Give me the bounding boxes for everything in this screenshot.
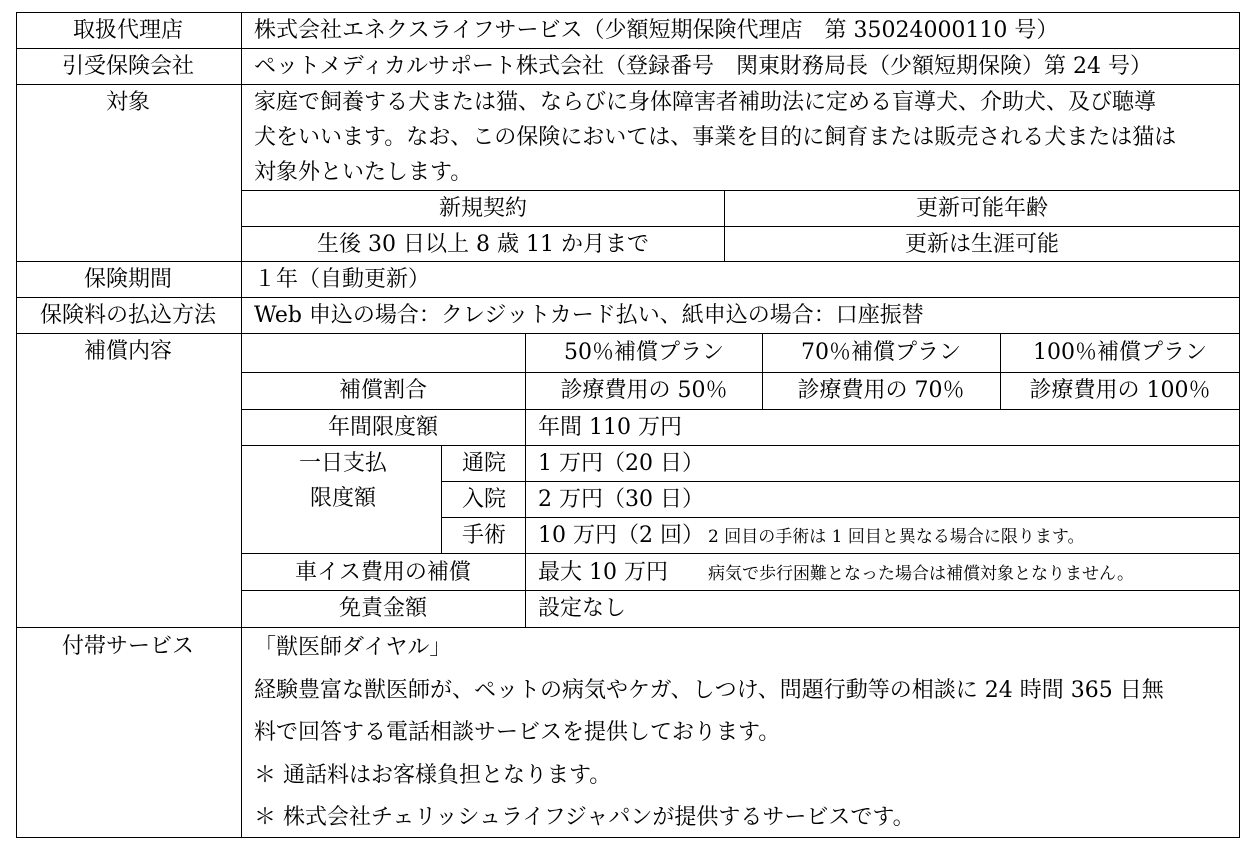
renewal-value: 更新は生涯可能	[904, 232, 1060, 257]
outpatient-value: 1 万円（20 日）	[538, 451, 704, 476]
payment-value: Web 申込の場合：クレジットカード払い、紙申込の場合：口座振替	[254, 303, 924, 328]
deductible-label: 免責金額	[338, 596, 428, 621]
service-desc-line-2: 料で回答する電話相談サービスを提供しております。	[254, 720, 781, 745]
new-contract-label: 新規契約	[438, 196, 528, 221]
new-contract-value: 生後 30 日以上 8 歳 11 か月まで	[317, 232, 649, 257]
ratio-70: 診療費用の 70％	[797, 378, 965, 403]
agent-label: 取扱代理店	[72, 18, 184, 43]
service-note-2: ＊ 株式会社チェリッシュライフジャパンが提供するサービスです。	[254, 805, 915, 830]
service-name: 「獣医師ダイヤル」	[254, 635, 452, 660]
annual-limit-label: 年間限度額	[327, 415, 439, 440]
period-value: １年（自動更新）	[254, 267, 431, 292]
plan-70-header: 70％補償プラン	[801, 340, 961, 365]
target-text-line-1: 家庭で飼養する犬または猫、ならびに身体障害者補助法に定める盲導犬、介助犬、及び聴導	[254, 90, 1157, 115]
plan-50-header: 50％補償プラン	[564, 340, 724, 365]
insurer-label: 引受保険会社	[61, 54, 195, 79]
service-note-1: ＊ 通話料はお客様負担となります。	[254, 763, 612, 788]
renewal-label: 更新可能年齢	[915, 196, 1049, 221]
daily-limit-label-1: 一日支払	[298, 451, 388, 476]
daily-limit-label-2: 限度額	[309, 486, 377, 511]
wheelchair-note: 病気で歩行困難となった場合は補償対象となりません。	[708, 564, 1135, 584]
annual-limit-value: 年間 110 万円	[538, 415, 682, 440]
surgery-label: 手術	[461, 523, 507, 548]
surgery-note: 2 回目の手術は 1 回目と異なる場合に限ります。	[708, 527, 1085, 547]
period-label: 保険期間	[83, 267, 173, 292]
coverage-label: 補償内容	[83, 339, 173, 364]
service-desc-line-1: 経験豊富な獣医師が、ペットの病気やケガ、しつけ、問題行動等の相談に 24 時間 365 日無	[254, 678, 1164, 703]
inpatient-value: 2 万円（30 日）	[538, 487, 704, 512]
ratio-50: 診療費用の 50％	[560, 378, 728, 403]
insurer-value: ペットメディカルサポート株式会社（登録番号 関東財務局長（少額短期保険）第 24 号）	[254, 54, 1153, 79]
inpatient-label: 入院	[461, 487, 507, 512]
ratio-100: 診療費用の 100％	[1029, 378, 1211, 403]
deductible-value: 設定なし	[538, 596, 627, 621]
wheelchair-label: 車イス費用の補償	[295, 560, 471, 585]
agent-value: 株式会社エネクスライフサービス（少額短期保険代理店 第 35024000110 号）	[254, 18, 1059, 43]
target-label: 対象	[105, 90, 151, 115]
service-label: 付帯サービス	[61, 634, 195, 659]
surgery-value: 10 万円（2 回）	[538, 523, 704, 548]
target-text-line-3: 対象外といたします。	[254, 160, 473, 185]
outpatient-label: 通院	[461, 451, 507, 476]
ratio-label: 補償割合	[338, 378, 428, 403]
payment-label: 保険料の払込方法	[39, 303, 217, 328]
wheelchair-value: 最大 10 万円	[538, 560, 668, 585]
target-text-line-2: 犬をいいます。なお、この保険においては、事業を目的に飼育または販売される犬または猫は	[254, 125, 1177, 150]
plan-100-header: 100％補償プラン	[1033, 340, 1207, 365]
